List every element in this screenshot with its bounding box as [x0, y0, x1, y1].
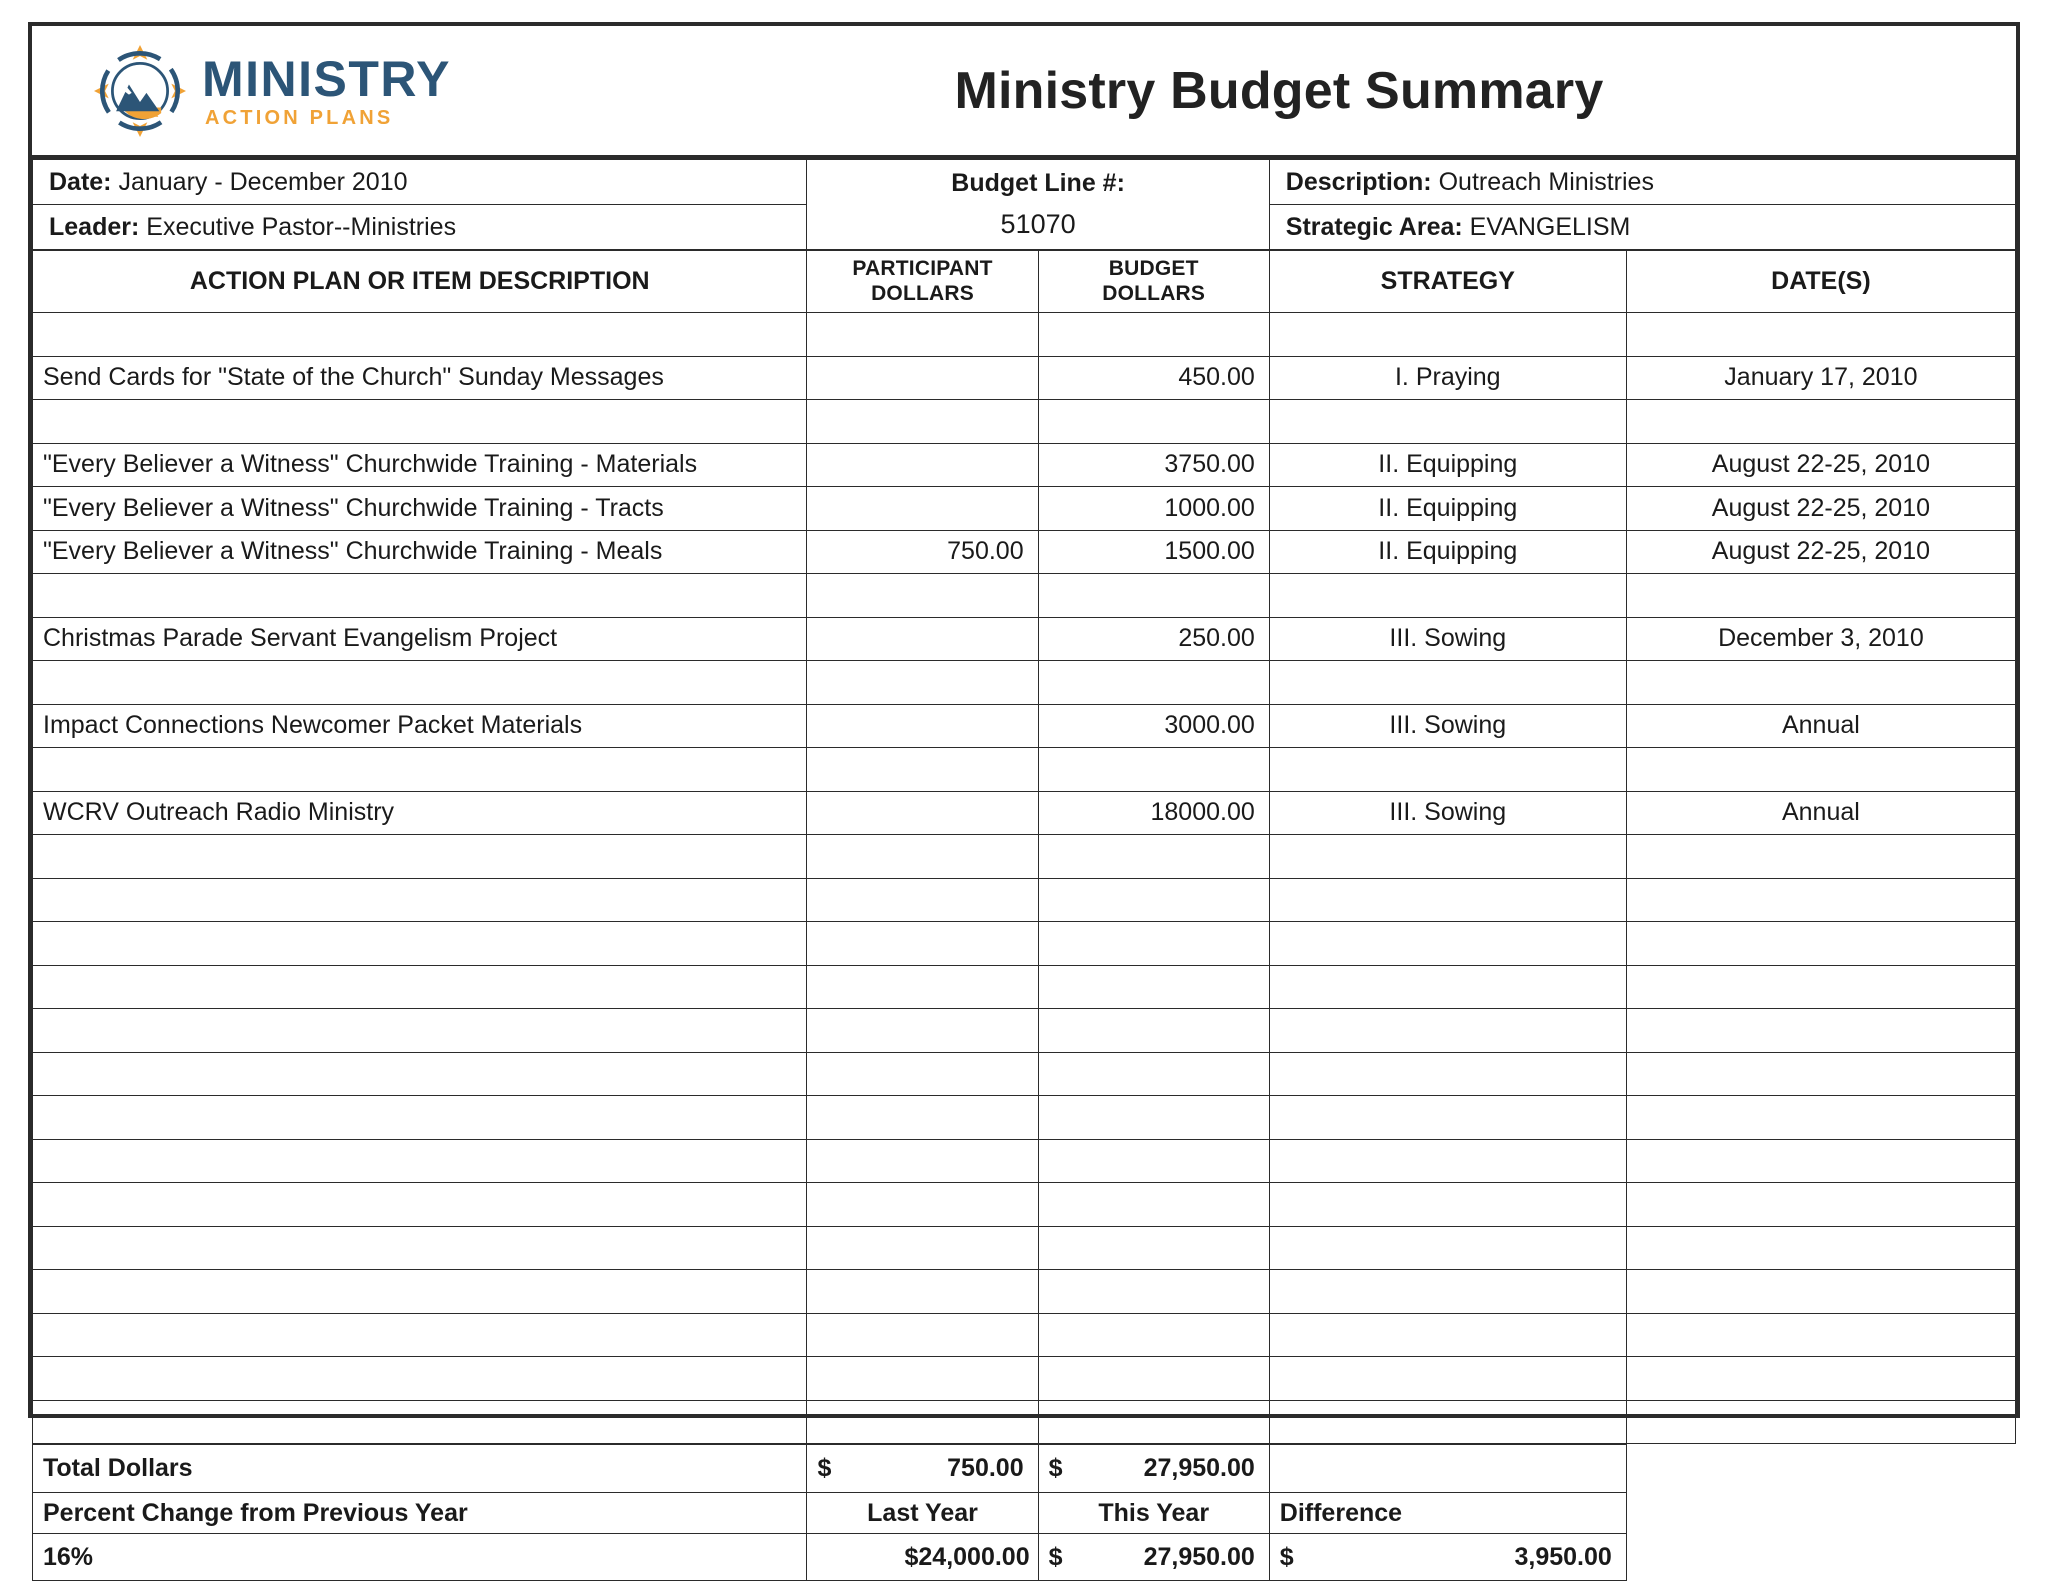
- total-budget-symbol: $: [1048, 1454, 1063, 1482]
- row-dates: December 3, 2010: [1626, 617, 2015, 661]
- row-description: [33, 400, 807, 444]
- row-budget-dollars: [1038, 1270, 1269, 1314]
- row-description: "Every Believer a Witness" Churchwide Training - Tracts: [33, 487, 807, 531]
- row-participant-dollars: [807, 922, 1038, 966]
- row-description: [33, 1052, 807, 1096]
- difference-value: 3,950.00: [1514, 1542, 1612, 1571]
- row-budget-dollars: [1038, 574, 1269, 618]
- row-description: [33, 661, 807, 705]
- row-dates: [1626, 1226, 2015, 1270]
- date-value: January - December 2010: [118, 167, 408, 196]
- row-budget-dollars: [1038, 1400, 1269, 1444]
- description-value: Outreach Ministries: [1438, 167, 1654, 196]
- row-dates: [1626, 1270, 2015, 1314]
- row-participant-dollars: [807, 1096, 1038, 1140]
- brand-wordmark: [202, 50, 452, 129]
- row-dates: Annual: [1626, 704, 2015, 748]
- row-participant-dollars: [807, 748, 1038, 792]
- total-dollars-label: Total Dollars: [33, 1445, 807, 1493]
- row-strategy: [1269, 1139, 1626, 1183]
- row-participant-dollars: 750.00: [807, 530, 1038, 574]
- table-row: [33, 1183, 2016, 1227]
- row-strategy: II. Equipping: [1269, 530, 1626, 574]
- budget-dollars-line2: DOLLARS: [1102, 281, 1206, 305]
- row-strategy: I. Praying: [1269, 356, 1626, 400]
- header-info-table: [32, 159, 2016, 250]
- document-banner: [32, 26, 2016, 159]
- percent-change-spacer-2: [1626, 1534, 2015, 1581]
- table-row: [33, 1009, 2016, 1053]
- row-participant-dollars: [807, 313, 1038, 357]
- row-description: Christmas Parade Servant Evangelism Project: [33, 617, 807, 661]
- table-row: [33, 1096, 2016, 1140]
- budget-line-label: Budget Line #:: [951, 169, 1125, 197]
- row-budget-dollars: [1038, 922, 1269, 966]
- row-strategy: II. Equipping: [1269, 487, 1626, 531]
- date-cell: [33, 160, 807, 205]
- row-description: [33, 878, 807, 922]
- row-description: [33, 1313, 807, 1357]
- percent-change-value: 16%: [33, 1534, 807, 1581]
- row-dates: August 22-25, 2010: [1626, 487, 2015, 531]
- row-budget-dollars: [1038, 400, 1269, 444]
- strategic-area-value: EVANGELISM: [1469, 212, 1631, 241]
- table-row: [33, 1139, 2016, 1183]
- row-dates: [1626, 1313, 2015, 1357]
- row-description: [33, 1226, 807, 1270]
- row-description: Send Cards for "State of the Church" Sunday Messages: [33, 356, 807, 400]
- budget-dollars-line1: BUDGET: [1108, 257, 1199, 281]
- column-header-strategy: STRATEGY: [1269, 251, 1626, 313]
- budget-sheet: [28, 22, 2020, 1571]
- participant-dollars-line1: PARTICIPANT: [852, 257, 993, 281]
- table-row: [33, 1357, 2016, 1401]
- brand-line-2: ACTION PLANS: [205, 106, 394, 129]
- row-description: Impact Connections Newcomer Packet Materials: [33, 704, 807, 748]
- last-year-label: Last Year: [807, 1493, 1038, 1534]
- row-description: [33, 1400, 807, 1444]
- row-description: [33, 1096, 807, 1140]
- row-budget-dollars: [1038, 1096, 1269, 1140]
- total-participant-cell: [807, 1445, 1038, 1493]
- table-row: [33, 443, 2016, 487]
- row-description: [33, 313, 807, 357]
- row-strategy: [1269, 1096, 1626, 1140]
- row-dates: [1626, 1052, 2015, 1096]
- page-title: Ministry Budget Summary: [954, 61, 1604, 120]
- row-strategy: [1269, 922, 1626, 966]
- row-budget-dollars: 450.00: [1038, 356, 1269, 400]
- this-year-label: This Year: [1038, 1493, 1269, 1534]
- row-description: [33, 965, 807, 1009]
- total-dates-cell: [1626, 1445, 2015, 1493]
- table-body: [33, 313, 2016, 1444]
- row-participant-dollars: [807, 617, 1038, 661]
- row-description: [33, 922, 807, 966]
- row-description: [33, 574, 807, 618]
- table-row: [33, 1400, 2016, 1444]
- row-budget-dollars: 18000.00: [1038, 791, 1269, 835]
- row-dates: [1626, 661, 2015, 705]
- this-year-value: 27,950.00: [1143, 1542, 1255, 1571]
- table-row: [33, 922, 2016, 966]
- row-budget-dollars: [1038, 661, 1269, 705]
- row-budget-dollars: [1038, 1226, 1269, 1270]
- table-row: [33, 574, 2016, 618]
- column-header-dates: DATE(S): [1626, 251, 2015, 313]
- leader-cell: [33, 205, 807, 250]
- row-description: [33, 1139, 807, 1183]
- row-participant-dollars: [807, 1313, 1038, 1357]
- brand-logo: [32, 45, 722, 137]
- row-dates: January 17, 2010: [1626, 356, 2015, 400]
- row-budget-dollars: [1038, 1052, 1269, 1096]
- column-header-budget-dollars: [1038, 251, 1269, 313]
- row-participant-dollars: [807, 704, 1038, 748]
- table-row: [33, 356, 2016, 400]
- table-row: [33, 748, 2016, 792]
- row-dates: August 22-25, 2010: [1626, 443, 2015, 487]
- row-strategy: [1269, 574, 1626, 618]
- row-strategy: [1269, 313, 1626, 357]
- row-participant-dollars: [807, 1052, 1038, 1096]
- row-participant-dollars: [807, 878, 1038, 922]
- row-participant-dollars: [807, 1226, 1038, 1270]
- row-dates: [1626, 313, 2015, 357]
- row-strategy: III. Sowing: [1269, 617, 1626, 661]
- row-participant-dollars: [807, 400, 1038, 444]
- total-strategy-cell: [1269, 1445, 1626, 1493]
- strategic-area-label: Strategic Area:: [1285, 212, 1463, 241]
- row-strategy: [1269, 1313, 1626, 1357]
- difference-cell: [1269, 1534, 1626, 1581]
- total-participant-symbol: $: [817, 1454, 832, 1482]
- info-row-date: [33, 160, 2016, 205]
- row-dates: [1626, 922, 2015, 966]
- table-row: [33, 1270, 2016, 1314]
- row-strategy: [1269, 965, 1626, 1009]
- row-strategy: [1269, 1226, 1626, 1270]
- row-description: WCRV Outreach Radio Ministry: [33, 791, 807, 835]
- row-strategy: [1269, 1052, 1626, 1096]
- row-participant-dollars: [807, 1400, 1038, 1444]
- row-dates: August 22-25, 2010: [1626, 530, 2015, 574]
- row-strategy: [1269, 661, 1626, 705]
- row-participant-dollars: [807, 1270, 1038, 1314]
- action-plan-table: [32, 250, 2016, 1444]
- row-strategy: [1269, 400, 1626, 444]
- participant-dollars-line2: DOLLARS: [871, 281, 974, 305]
- table-row: [33, 791, 2016, 835]
- column-header-participant-dollars: [807, 251, 1038, 313]
- strategic-area-cell: [1269, 205, 2015, 250]
- row-description: [33, 1009, 807, 1053]
- row-strategy: [1269, 1270, 1626, 1314]
- table-row: [33, 1226, 2016, 1270]
- table-column-headers: [33, 251, 2016, 313]
- row-budget-dollars: 3750.00: [1038, 443, 1269, 487]
- row-strategy: [1269, 748, 1626, 792]
- row-budget-dollars: [1038, 748, 1269, 792]
- table-row: [33, 400, 2016, 444]
- row-budget-dollars: [1038, 1009, 1269, 1053]
- this-year-symbol: $: [1048, 1542, 1063, 1571]
- row-dates: [1626, 835, 2015, 879]
- row-description: [33, 1270, 807, 1314]
- table-row: [33, 1313, 2016, 1357]
- description-label: Description:: [1285, 167, 1432, 196]
- row-participant-dollars: [807, 1183, 1038, 1227]
- row-dates: [1626, 1357, 2015, 1401]
- row-dates: Annual: [1626, 791, 2015, 835]
- row-participant-dollars: [807, 1357, 1038, 1401]
- table-row: [33, 965, 2016, 1009]
- difference-label: Difference: [1269, 1493, 1626, 1534]
- row-participant-dollars: [807, 661, 1038, 705]
- row-budget-dollars: [1038, 1357, 1269, 1401]
- date-label: Date:: [49, 167, 112, 196]
- row-description: [33, 835, 807, 879]
- table-row: [33, 661, 2016, 705]
- row-description: "Every Believer a Witness" Churchwide Training - Meals: [33, 530, 807, 574]
- row-participant-dollars: [807, 1139, 1038, 1183]
- table-row: [33, 878, 2016, 922]
- row-participant-dollars: [807, 443, 1038, 487]
- budget-line-cell: [807, 160, 1269, 250]
- row-participant-dollars: [807, 835, 1038, 879]
- percent-change-label-row: [33, 1493, 2016, 1534]
- row-description: [33, 1357, 807, 1401]
- row-description: "Every Believer a Witness" Churchwide Training - Materials: [33, 443, 807, 487]
- percent-change-value-row: [33, 1534, 2016, 1581]
- row-budget-dollars: [1038, 1139, 1269, 1183]
- row-participant-dollars: [807, 1009, 1038, 1053]
- row-strategy: II. Equipping: [1269, 443, 1626, 487]
- percent-change-label: Percent Change from Previous Year: [33, 1493, 807, 1534]
- row-participant-dollars: [807, 574, 1038, 618]
- compass-mountain-logo-icon: [94, 45, 186, 137]
- row-dates: [1626, 878, 2015, 922]
- percent-change-spacer: [1626, 1493, 2015, 1534]
- row-budget-dollars: [1038, 1183, 1269, 1227]
- table-row: [33, 704, 2016, 748]
- row-dates: [1626, 965, 2015, 1009]
- row-dates: [1626, 1009, 2015, 1053]
- budget-line-value: 51070: [1000, 209, 1076, 239]
- leader-value: Executive Pastor--Ministries: [146, 212, 457, 241]
- total-dollars-row: [33, 1445, 2016, 1493]
- table-row: [33, 617, 2016, 661]
- leader-label: Leader:: [49, 212, 140, 241]
- row-budget-dollars: 1000.00: [1038, 487, 1269, 531]
- last-year-value: $24,000.00: [807, 1534, 1038, 1581]
- row-budget-dollars: 3000.00: [1038, 704, 1269, 748]
- total-budget-value: 27,950.00: [1143, 1454, 1255, 1482]
- row-description: [33, 1183, 807, 1227]
- row-strategy: [1269, 835, 1626, 879]
- this-year-cell: [1038, 1534, 1269, 1581]
- row-budget-dollars: [1038, 878, 1269, 922]
- row-dates: [1626, 574, 2015, 618]
- row-dates: [1626, 1139, 2015, 1183]
- table-row: [33, 835, 2016, 879]
- brand-line-1: MINISTRY: [202, 50, 452, 107]
- row-participant-dollars: [807, 356, 1038, 400]
- row-budget-dollars: [1038, 965, 1269, 1009]
- row-dates: [1626, 400, 2015, 444]
- row-budget-dollars: [1038, 1313, 1269, 1357]
- row-dates: [1626, 748, 2015, 792]
- difference-symbol: $: [1279, 1542, 1294, 1571]
- row-dates: [1626, 1400, 2015, 1444]
- table-row: [33, 1052, 2016, 1096]
- row-budget-dollars: [1038, 313, 1269, 357]
- row-budget-dollars: 250.00: [1038, 617, 1269, 661]
- row-participant-dollars: [807, 965, 1038, 1009]
- table-row: [33, 313, 2016, 357]
- total-budget-cell: [1038, 1445, 1269, 1493]
- row-participant-dollars: [807, 791, 1038, 835]
- table-row: [33, 530, 2016, 574]
- row-description: [33, 748, 807, 792]
- row-budget-dollars: [1038, 835, 1269, 879]
- row-strategy: III. Sowing: [1269, 704, 1626, 748]
- row-budget-dollars: 1500.00: [1038, 530, 1269, 574]
- row-strategy: [1269, 1009, 1626, 1053]
- row-strategy: [1269, 1357, 1626, 1401]
- row-strategy: [1269, 878, 1626, 922]
- row-dates: [1626, 1096, 2015, 1140]
- total-participant-value: 750.00: [947, 1454, 1024, 1482]
- row-dates: [1626, 1183, 2015, 1227]
- row-strategy: [1269, 1183, 1626, 1227]
- totals-table: [32, 1444, 2016, 1581]
- row-strategy: [1269, 1400, 1626, 1444]
- column-header-description: ACTION PLAN OR ITEM DESCRIPTION: [33, 251, 807, 313]
- description-cell: [1269, 160, 2015, 205]
- row-participant-dollars: [807, 487, 1038, 531]
- table-row: [33, 487, 2016, 531]
- row-strategy: III. Sowing: [1269, 791, 1626, 835]
